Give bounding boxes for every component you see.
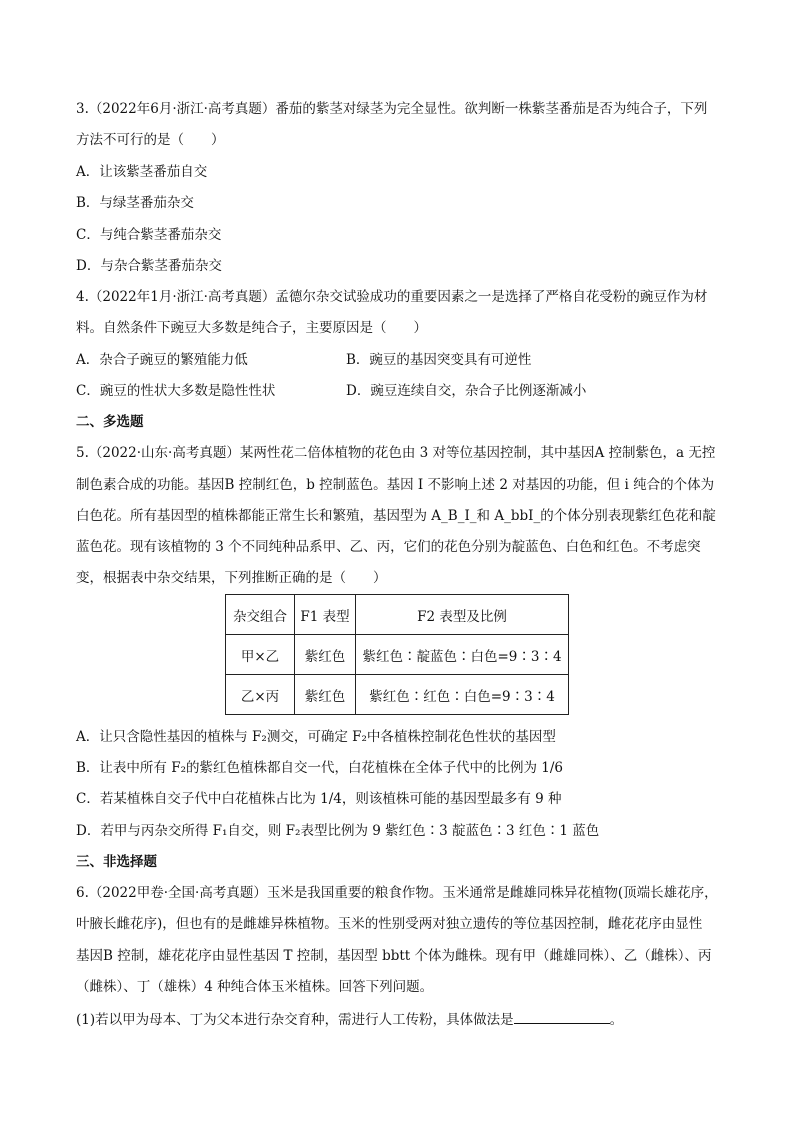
q3-option-d: D．与杂合紫茎番茄杂交 (76, 258, 222, 274)
q5-stem-line4: 蓝色花。现有该植物的 3 个不同纯种品系甲、乙、丙，它们的花色分别为靛蓝色、白色和红色。不考虑突 (76, 539, 701, 555)
q3-stem-line2: 方法不可行的是（ ） (76, 132, 225, 148)
section-heading-multiple-choice: 二、多选题 (76, 414, 144, 430)
table-header-cell: F1 表型 (295, 595, 356, 635)
table-header-row (226, 595, 569, 635)
table-cell: 紫红色∶靛蓝色∶白色=9∶3∶4 (356, 635, 569, 675)
table-cell: 甲×乙 (226, 635, 295, 675)
q5-stem-line5: 变，根据表中杂交结果，下列推断正确的是（ ） (76, 570, 387, 586)
q6-stem-line4: （雌株）、丁（雄株）4 种纯合体玉米植株。回答下列问题。 (76, 979, 434, 995)
q5-stem-line2: 制色素合成的功能。基因B 控制红色，b 控制蓝色。基因 I 不影响上述 2 对基因的功能，但 i 纯合的个体为 (76, 477, 715, 493)
table-row (226, 675, 569, 715)
q3-stem-line1: 3.（2022年6月·浙江·高考真题）番茄的紫茎对绿茎为完全显性。欲判断一株紫茎番茄是否为纯合子，下列 (76, 101, 708, 117)
q5-option-c: C．若某植株自交子代中白花植株占比为 1/4，则该植株可能的基因型最多有 9 种 (76, 791, 562, 807)
q6-stem-line3: 基因B 控制，雄花花序由显性基因 T 控制，基因型 bbtt 个体为雌株。现有甲（雌雄同株）、乙（雌株）、丙 (76, 948, 712, 964)
q6-stem-line1: 6.（2022甲卷·全国·高考真题）玉米是我国重要的粮食作物。玉米通常是雌雄同株异花植物(顶端长雄花序， (76, 885, 718, 901)
q6-subquestion-1 (76, 1009, 623, 1030)
q5-option-a: A．让只含隐性基因的植株与 F₂测交，可确定 F₂中各植株控制花色性状的基因型 (76, 729, 556, 745)
table-row (226, 635, 569, 675)
q6-stem-line2: 叶腋长雌花序)，但也有的是雌雄异株植物。玉米的性别受两对独立遗传的等位基因控制，雌花花序由显性 (76, 916, 703, 932)
q4-option-d: D．豌豆连续自交，杂合子比例逐渐减小 (346, 383, 587, 399)
cross-result-table (225, 594, 569, 715)
q5-option-d: D．若甲与丙杂交所得 F₁自交，则 F₂表型比例为 9 紫红色∶3 靛蓝色∶3 红色∶1 蓝色 (76, 823, 600, 839)
q5-option-b: B．让表中所有 F₂的紫红色植株都自交一代，白花植株在全体子代中的比例为 1/6 (76, 760, 564, 776)
q4-stem-line2: 料。自然条件下豌豆大多数是纯合子，主要原因是（ ） (76, 320, 427, 336)
q4-option-c: C．豌豆的性状大多数是隐性性状 (76, 383, 276, 399)
table-cell: 紫红色∶红色∶白色=9∶3∶4 (356, 675, 569, 715)
q3-option-b: B．与绿茎番茄杂交 (76, 195, 194, 211)
q4-option-b: B．豌豆的基因突变具有可逆性 (346, 352, 532, 368)
q3-option-a: A．让该紫茎番茄自交 (76, 164, 208, 180)
q5-stem-line1: 5.（2022·山东·高考真题）某两性花二倍体植物的花色由 3 对等位基因控制，其中基因A 控制紫色，a 无控 (76, 445, 716, 461)
table-header-cell: 杂交组合 (226, 595, 295, 635)
q4-option-a: A．杂合子豌豆的繁殖能力低 (76, 352, 248, 368)
q4-stem-line1: 4.（2022年1月·浙江·高考真题）孟德尔杂交试验成功的重要因素之一是选择了严格自花受粉的豌豆作为材 (76, 289, 708, 305)
q3-option-c: C．与纯合紫茎番茄杂交 (76, 227, 222, 243)
table-cell: 乙×丙 (226, 675, 295, 715)
q5-stem-line3: 白色花。所有基因型的植株都能正常生长和繁殖，基因型为 A_B_I_和 A_bbI_的个体分别表现紫红色花和靛 (76, 508, 716, 524)
q6-subquestion-1-text: (1)若以甲为母本、丁为父本进行杂交育种，需进行人工传粉，具体做法是 (76, 1012, 514, 1028)
answer-blank[interactable] (514, 1009, 610, 1024)
section-heading-non-choice: 三、非选择题 (76, 854, 157, 870)
table-cell: 紫红色 (295, 675, 356, 715)
q6-subquestion-1-end: 。 (609, 1012, 624, 1028)
table-cell: 紫红色 (295, 635, 356, 675)
table-header-cell: F2 表型及比例 (356, 595, 569, 635)
